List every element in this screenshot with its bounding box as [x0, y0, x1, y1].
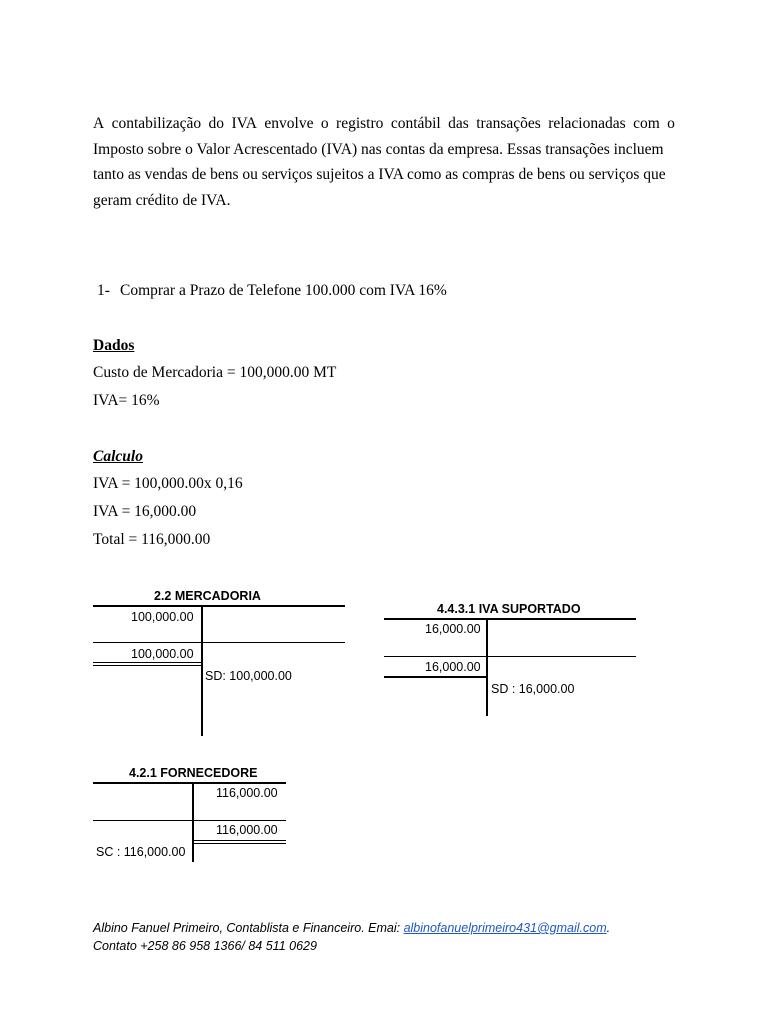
credit-total: 116,000.00 [216, 823, 278, 837]
balance: SD: 100,000.00 [205, 669, 292, 683]
top-rule [93, 605, 345, 607]
footer-line-1 [93, 919, 610, 937]
balance: SC : 116,000.00 [96, 845, 186, 859]
debit-entry: 16,000.00 [425, 622, 481, 636]
subtotal-rule [93, 642, 345, 643]
top-rule [384, 618, 636, 620]
t-account-title: 4.2.1 FORNECEDORE [129, 766, 258, 780]
double-rule-b [192, 843, 286, 844]
calculo-line-2: IVA = 16,000.00 [93, 503, 197, 520]
intro-line-2: Imposto sobre o Valor Acrescentado (IVA) nas contas da empresa. Essas transações incluem [93, 140, 664, 158]
intro-line-3: tanto as vendas de bens ou serviços sujeitos a IVA como as compras de bens ou serviços que [93, 166, 666, 183]
double-rule-b [93, 665, 201, 666]
t-account-title: 4.4.3.1 IVA SUPORTADO [437, 602, 581, 616]
t-account-title: 2.2 MERCADORIA [154, 589, 261, 603]
center-rule [192, 782, 194, 862]
double-rule-a [192, 840, 286, 841]
debit-total: 100,000.00 [131, 647, 194, 661]
credit-entry: 116,000.00 [216, 786, 278, 800]
double-rule-a [93, 662, 201, 663]
debit-total: 16,000.00 [425, 660, 481, 674]
intro-line-4: geram crédito de IVA. [93, 191, 231, 209]
calculo-line-1: IVA = 100,000.00x 0,16 [93, 475, 243, 492]
item-number: 1- [97, 282, 110, 299]
footer-contact: Contato +258 86 958 1366/ 84 511 0629 [93, 939, 317, 953]
item-text: Comprar a Prazo de Telefone 100.000 com IVA 16% [120, 282, 447, 299]
dados-custo: Custo de Mercadoria = 100,000.00 MT [93, 364, 337, 381]
footer [93, 919, 610, 955]
total-rule [384, 676, 486, 678]
footer-period: . [606, 921, 611, 935]
subtotal-rule [384, 656, 636, 657]
subtotal-rule [93, 820, 286, 821]
intro-line-1: A contabilização do IVA envolve o registro contábil das transações relacionadas com o [93, 115, 675, 132]
calculo-heading: Calculo [93, 448, 143, 465]
balance: SD : 16,000.00 [491, 682, 575, 696]
footer-email-link[interactable]: albinofanuelprimeiro431@gmail.com [403, 921, 607, 935]
dados-iva: IVA= 16% [93, 392, 160, 409]
center-rule [486, 618, 488, 716]
debit-entry: 100,000.00 [131, 610, 194, 624]
calculo-line-3: Total = 116,000.00 [93, 531, 211, 548]
center-rule [201, 605, 203, 736]
top-rule [93, 782, 286, 784]
footer-author: Albino Fanuel Primeiro, Contablista e Financeiro. Emai: [93, 921, 404, 935]
dados-heading: Dados [93, 337, 135, 354]
